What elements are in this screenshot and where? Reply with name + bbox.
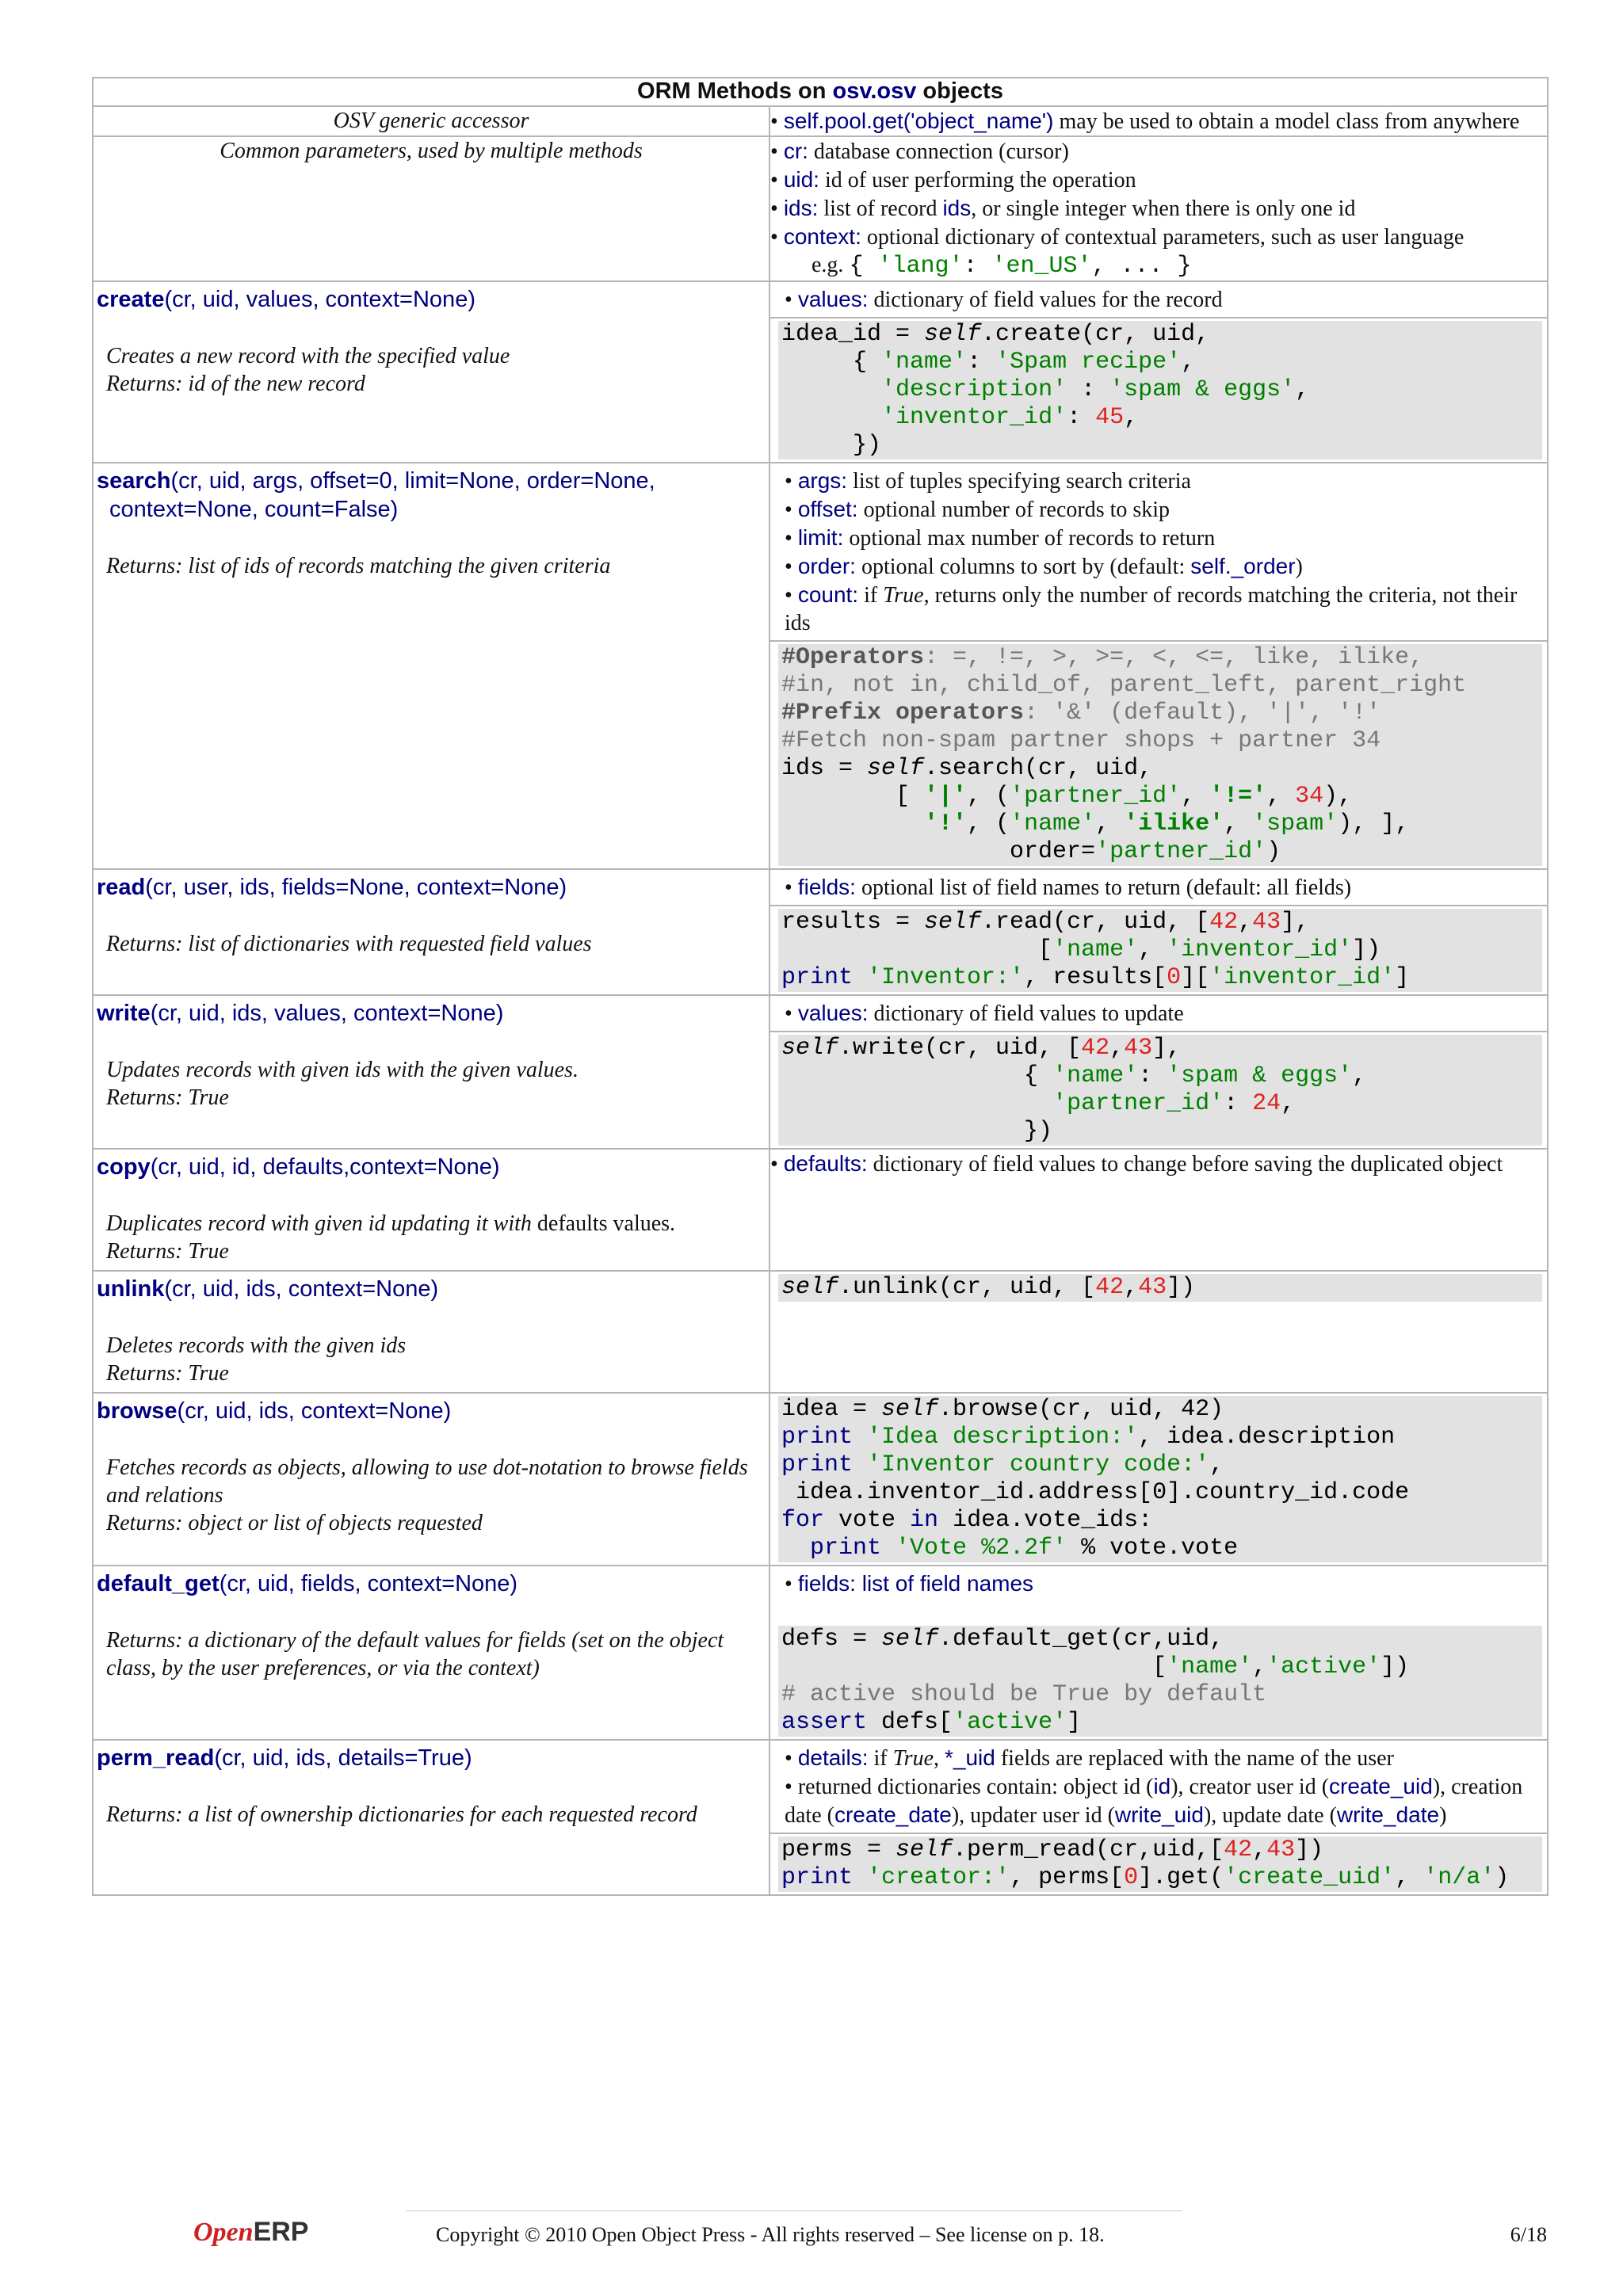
perm-read-signature-cell [93,1740,769,1895]
browse-signature: browse(cr, uid, ids, context=None) [97,1398,452,1424]
browse-code: idea = self.browse(cr, uid, 42) print 'Idea description:', idea.description print 'Inventor country code:', idea.inventor_id.address[0].country_id.code for vote in idea.vote_ids: print 'Vote %2.2f' % vote.vote [778,1396,1542,1562]
create-signature: create(cr, uid, values, context=None) [97,287,475,312]
search-params: • args: list of tuples specifying search criteria • offset: optional number of records to skip • limit: optional max number of records to return • order: optional columns to sort by (default: self._order) • count: if True, returns only the number of records matching the criteria, not their ids [785,468,1518,635]
perm-read-code: perms = self.perm_read(cr,uid,[42,43]) print 'creator:', perms[0].get('create_uid', 'n/a') [778,1836,1542,1892]
search-signature: search(cr, uid, args, offset=0, limit=None, order=None, context=None, count=False) [97,468,655,522]
create-signature-cell [93,281,769,463]
unlink-signature-cell [93,1271,769,1393]
copy-signature: copy(cr, uid, id, defaults,context=None) [97,1154,500,1180]
unlink-detail [769,1271,1548,1393]
default-get-signature: default_get(cr, uid, fields, context=None) [97,1571,518,1596]
search-desc: Returns: list of ids of records matching the given criteria [106,554,611,578]
accessor-label: OSV generic accessor [93,106,769,136]
browse-detail [769,1393,1548,1566]
write-signature: write(cr, uid, ids, values, context=None) [97,1001,504,1026]
read-detail [769,869,1548,995]
title-class: osv.osv [832,78,917,104]
orm-methods-table [92,77,1549,1896]
accessor-code: self.pool.get('object_name') [783,109,1054,133]
context-example: e.g. { 'lang': 'en_US', ... } [812,253,1192,280]
write-signature-cell [93,995,769,1149]
create-param: • values: dictionary of field values for the record [785,287,1223,312]
perm-read-detail [769,1740,1548,1895]
create-desc: Creates a new record with the specified value Returns: id of the new record [106,344,510,396]
param-cr: • cr: database connection (cursor) [770,139,1069,164]
page-footer [0,2210,1623,2250]
read-signature: read(cr, user, ids, fields=None, context=None) [97,875,567,900]
copyright-text: Copyright © 2010 Open Object Press - All rights reserved – See license on p. 18. [436,2223,1105,2246]
common-label: Common parameters, used by multiple methods [93,136,769,281]
read-signature-cell [93,869,769,995]
common-params [769,136,1548,281]
accessor-text: may be used to obtain a model class from anywhere [1053,109,1520,134]
read-param: • fields: optional list of field names to return (default: all fields) [785,875,1352,900]
browse-signature-cell [93,1393,769,1566]
unlink-signature: unlink(cr, uid, ids, context=None) [97,1276,439,1302]
default-get-detail [769,1566,1548,1740]
openerp-logo: OpenERP [193,2217,309,2247]
param-ids: • ids: list of record ids, or single integer when there is only one id [770,196,1356,221]
create-code: idea_id = self.create(cr, uid, { 'name': 'Spam recipe', 'description' : 'spam & eggs', 'inventor_id': 45, }) [778,321,1542,460]
accessor-desc: • self.pool.get('object_name') may be used to obtain a model class from anywhere [769,106,1548,136]
read-code: results = self.read(cr, uid, [42,43], ['name', 'inventor_id']) print 'Inventor:', results[0]['inventor_id'] [778,909,1542,992]
perm-read-desc: Returns: a list of ownership dictionaries for each requested record [106,1802,697,1827]
write-desc: Updates records with given ids with the given values. Returns: True [106,1058,579,1110]
search-signature-cell [93,463,769,869]
default-get-signature-cell [93,1566,769,1740]
default-get-code: defs = self.default_get(cr,uid, ['name','active']) # active should be True by default assert defs['active'] [778,1626,1542,1737]
page-number: 6/18 [1510,2223,1547,2246]
param-uid: • uid: id of user performing the operation [770,167,1136,193]
default-get-param: • fields: list of field names [785,1571,1034,1596]
perm-read-signature: perm_read(cr, uid, ids, details=True) [97,1745,472,1771]
copy-desc: Duplicates record with given id updating it with defaults values. Returns: True [106,1211,676,1264]
unlink-desc: Deletes records with the given ids Returns: True [106,1333,407,1386]
write-code: self.write(cr, uid, [42,43], { 'name': 'spam & eggs', 'partner_id': 24, }) [778,1035,1542,1146]
title-prefix: ORM Methods on [637,78,833,104]
perm-read-params: • details: if True, *_uid fields are replaced with the name of the user • returned dictionaries contain: object id (id), creator user id (create_uid), creation date (create_date), updater user id (write_uid), update date (write_date) [785,1745,1523,1828]
footer-divider [406,2210,1182,2211]
search-code: #Operators: =, !=, >, >=, <, <=, like, ilike, #in, not in, child_of, parent_left, parent_right #Prefix operators: '&' (default), '|', '!' #Fetch non-spam partner shops + partner 34 ids = self.search(cr, uid, [ '|', ('partner_id', '!=', 34), '!', ('name', 'ilike', 'spam'), ], order='partner_id') [778,644,1542,866]
table-title [93,78,1548,106]
create-detail [769,281,1548,463]
browse-desc: Fetches records as objects, allowing to use dot-notation to browse fields and relations Returns: object or list of objects requested [106,1455,748,1535]
read-desc: Returns: list of dictionaries with requested field values [106,932,592,956]
copy-param: • defaults: dictionary of field values to change before saving the duplicated object [769,1149,1548,1271]
write-detail [769,995,1548,1149]
default-get-desc: Returns: a dictionary of the default values for fields (set on the object class, by the user preferences, or via the context) [106,1628,724,1680]
param-context: • context: optional dictionary of contextual parameters, such as user language [770,224,1465,250]
write-param: • values: dictionary of field values to update [785,1001,1184,1026]
title-suffix: objects [916,78,1003,104]
search-detail [769,463,1548,869]
unlink-code: self.unlink(cr, uid, [42,43]) [778,1274,1542,1302]
copy-signature-cell [93,1149,769,1271]
